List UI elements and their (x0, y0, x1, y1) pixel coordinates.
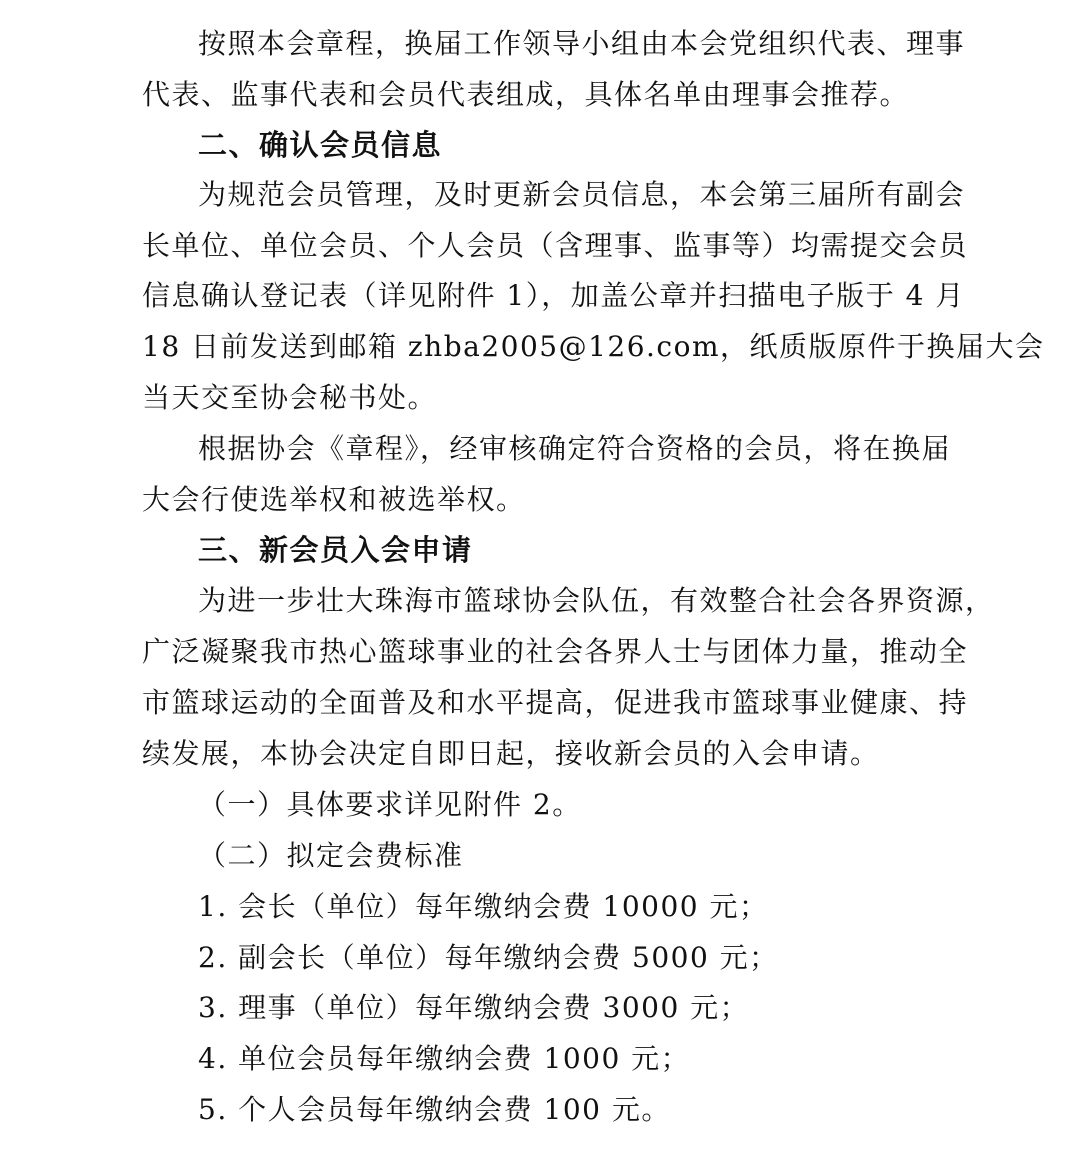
paragraph-line: 信息确认登记表（详见附件 1），加盖公章并扫描电子版于 4 月 (142, 279, 965, 312)
paragraph-line: 代表、监事代表和会员代表组成，具体名单由理事会推荐。 (142, 78, 910, 111)
paragraph-line: 当天交至协会秘书处。 (142, 381, 438, 414)
paragraph-line: 18 日前发送到邮箱 zhba2005@126.com，纸质版原件于换届大会 (142, 330, 1045, 363)
paragraph-line: 根据协会《章程》，经审核确定符合资格的会员，将在换届 (198, 432, 952, 465)
paragraph-line: 为进一步壮大珠海市篮球协会队伍，有效整合社会各界资源， (198, 584, 995, 617)
paragraph-line: 大会行使选举权和被选举权。 (142, 483, 526, 516)
fee-item: 4. 单位会员每年缴纳会费 1000 元； (198, 1042, 691, 1075)
fee-item: 2. 副会长（单位）每年缴纳会费 5000 元； (198, 941, 779, 974)
subsection-requirements: （一）具体要求详见附件 2。 (198, 788, 582, 821)
paragraph-line: 续发展，本协会决定自即日起，接收新会员的入会申请。 (142, 737, 880, 770)
fee-item: 3. 理事（单位）每年缴纳会费 3000 元； (198, 991, 750, 1024)
paragraph-line: 长单位、单位会员、个人会员（含理事、监事等）均需提交会员 (142, 229, 969, 262)
paragraph-line: 广泛凝聚我市热心篮球事业的社会各界人士与团体力量，推动全 (142, 635, 969, 668)
fee-item: 1. 会长（单位）每年缴纳会费 10000 元； (198, 890, 769, 923)
paragraph-line: 按照本会章程，换届工作领导小组由本会党组织代表、理事 (198, 27, 966, 60)
section-heading-confirm-member-info: 二、确认会员信息 (198, 128, 443, 162)
fee-item: 5. 个人会员每年缴纳会费 100 元。 (198, 1093, 671, 1126)
section-heading-new-member-application: 三、新会员入会申请 (198, 533, 473, 567)
paragraph-line: 为规范会员管理，及时更新会员信息，本会第三届所有副会 (198, 178, 966, 211)
subsection-fee-standard: （二）拟定会费标准 (198, 839, 464, 872)
paragraph-line: 市篮球运动的全面普及和水平提高，促进我市篮球事业健康、持 (142, 686, 969, 719)
